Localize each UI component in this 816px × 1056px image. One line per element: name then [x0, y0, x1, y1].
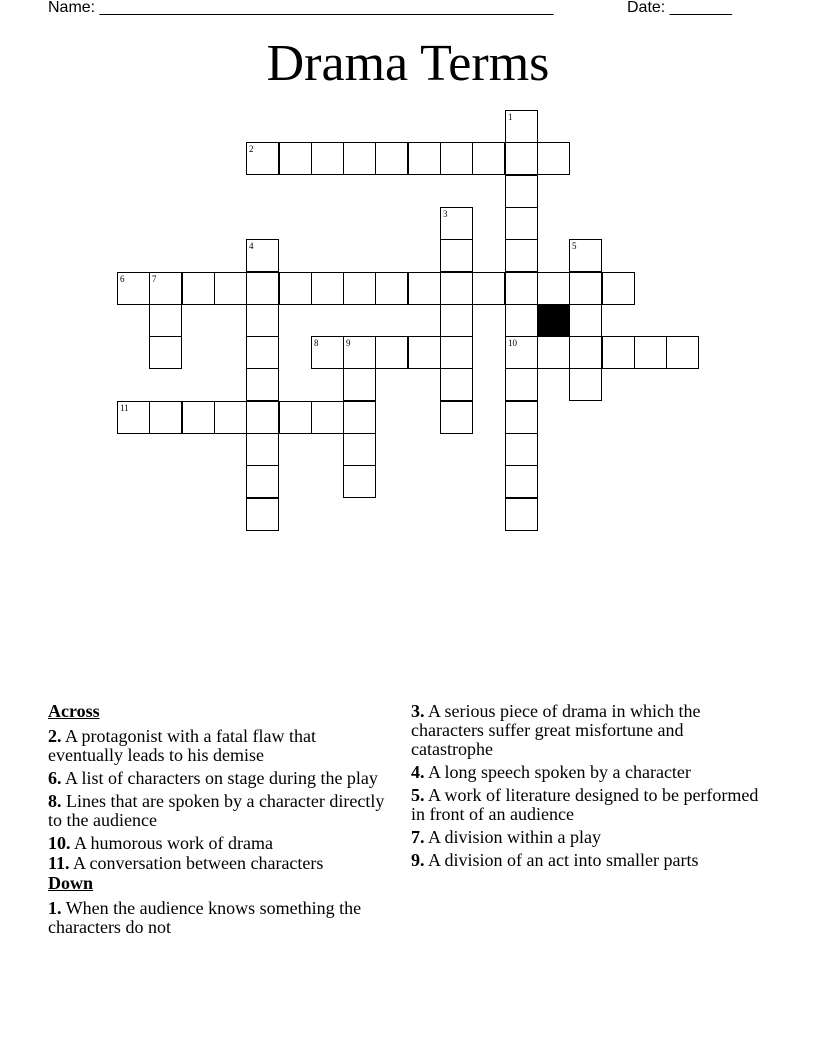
crossword-cell[interactable] — [343, 401, 376, 434]
clue-text: A division of an act into smaller parts — [428, 850, 699, 870]
cell-number: 9 — [346, 338, 351, 348]
crossword-cell[interactable] — [279, 401, 312, 434]
crossword-cell[interactable] — [375, 142, 408, 175]
crossword-cell[interactable] — [311, 336, 344, 369]
crossword-cell[interactable] — [246, 336, 279, 369]
crossword-cell[interactable] — [505, 433, 538, 466]
clue-across-10 — [48, 834, 393, 853]
crossword-cell[interactable] — [505, 239, 538, 272]
crossword-cell[interactable] — [214, 401, 247, 434]
crossword-cell[interactable] — [440, 304, 473, 337]
crossword-cell[interactable] — [343, 336, 376, 369]
crossword-cell[interactable] — [505, 110, 538, 143]
crossword-cell[interactable] — [472, 142, 505, 175]
clue-text: When the audience knows something the characters do not — [48, 898, 362, 937]
clue-text: A division within a play — [428, 827, 602, 847]
cell-number: 3 — [443, 209, 448, 219]
crossword-cell[interactable] — [505, 142, 538, 175]
crossword-cell[interactable] — [343, 465, 376, 498]
cell-number: 10 — [508, 338, 517, 348]
crossword-cell[interactable] — [505, 207, 538, 240]
crossword-cell[interactable] — [246, 239, 279, 272]
crossword-cell[interactable] — [246, 142, 279, 175]
crossword-cell[interactable] — [505, 336, 538, 369]
crossword-cell[interactable] — [343, 433, 376, 466]
crossword-cell[interactable] — [408, 272, 441, 305]
crossword-cell[interactable] — [246, 498, 279, 531]
across-heading: Across — [48, 701, 100, 721]
clue-down-9 — [411, 851, 761, 870]
clue-down-1 — [48, 899, 393, 937]
crossword-cell[interactable] — [602, 336, 635, 369]
clue-across-6 — [48, 769, 393, 788]
crossword-cell[interactable] — [440, 368, 473, 401]
crossword-cell[interactable] — [569, 272, 602, 305]
clue-across-2 — [48, 727, 393, 765]
crossword-cell[interactable] — [569, 239, 602, 272]
crossword-cell[interactable] — [149, 272, 182, 305]
clue-number: 4. — [411, 762, 425, 782]
crossword-cell[interactable] — [537, 142, 570, 175]
crossword-cell[interactable] — [505, 465, 538, 498]
crossword-cell[interactable] — [408, 336, 441, 369]
crossword-cell[interactable] — [246, 465, 279, 498]
cell-number: 11 — [120, 403, 129, 413]
page-title: Drama Terms — [266, 35, 550, 92]
crossword-cell[interactable] — [440, 336, 473, 369]
crossword-cell[interactable] — [343, 142, 376, 175]
crossword-cell[interactable] — [311, 401, 344, 434]
crossword-cell[interactable] — [472, 272, 505, 305]
clues-right-column — [411, 702, 761, 874]
crossword-cell[interactable] — [182, 272, 215, 305]
clue-down-7 — [411, 828, 761, 847]
clue-text: A protagonist with a fatal flaw that eventually leads to his demise — [48, 726, 316, 765]
clue-number: 10. — [48, 833, 71, 853]
crossword-cell[interactable] — [440, 239, 473, 272]
crossword-cell[interactable] — [343, 368, 376, 401]
cell-number: 7 — [152, 274, 157, 284]
clues-left-column — [48, 702, 393, 941]
cell-number: 2 — [249, 144, 254, 154]
clue-down-3 — [411, 702, 761, 759]
crossword-cell[interactable] — [505, 401, 538, 434]
crossword-cell[interactable] — [343, 272, 376, 305]
clue-number: 1. — [48, 898, 62, 918]
crossword-cell[interactable] — [246, 272, 279, 305]
cell-number: 4 — [249, 241, 254, 251]
crossword-cell[interactable] — [537, 272, 570, 305]
cell-number: 1 — [508, 112, 513, 122]
clue-text: A work of literature designed to be performed in front of an audience — [411, 785, 759, 824]
crossword-cell[interactable] — [117, 272, 150, 305]
crossword-cell[interactable] — [246, 433, 279, 466]
down-heading: Down — [48, 873, 94, 893]
clue-number: 6. — [48, 768, 62, 788]
crossword-cell[interactable] — [149, 401, 182, 434]
clue-number: 7. — [411, 827, 425, 847]
crossword-cell[interactable] — [440, 401, 473, 434]
crossword-cell[interactable] — [505, 368, 538, 401]
crossword-cell[interactable] — [182, 401, 215, 434]
crossword-cell[interactable] — [666, 336, 699, 369]
crossword-cell[interactable] — [569, 336, 602, 369]
crossword-cell[interactable] — [246, 368, 279, 401]
clue-down-4 — [411, 763, 761, 782]
crossword-cell[interactable] — [505, 272, 538, 305]
crossword-cell[interactable] — [311, 142, 344, 175]
crossword-cell[interactable] — [569, 368, 602, 401]
crossword-cell[interactable] — [440, 272, 473, 305]
clue-text: A list of characters on stage during the play — [65, 768, 378, 788]
clue-number: 5. — [411, 785, 425, 805]
crossword-cell[interactable] — [569, 304, 602, 337]
crossword-cell[interactable] — [537, 336, 570, 369]
crossword-cell[interactable] — [214, 272, 247, 305]
clue-text: A long speech spoken by a character — [428, 762, 691, 782]
name-field[interactable]: Name: ___________________________________________________ — [48, 0, 554, 16]
clue-number: 11. — [48, 853, 70, 873]
clue-text: Lines that are spoken by a character directly to the audience — [48, 791, 385, 830]
clue-number: 8. — [48, 791, 62, 811]
black-cell — [537, 304, 570, 337]
clue-across-8 — [48, 792, 393, 830]
crossword-cell[interactable] — [149, 336, 182, 369]
crossword-cell[interactable] — [117, 401, 150, 434]
clue-number: 2. — [48, 726, 62, 746]
crossword-cell[interactable] — [505, 498, 538, 531]
crossword-cell[interactable] — [279, 142, 312, 175]
crossword-cell[interactable] — [505, 175, 538, 208]
crossword-cell[interactable] — [440, 207, 473, 240]
cell-number: 5 — [572, 241, 577, 251]
crossword-cell[interactable] — [602, 272, 635, 305]
clue-across-11 — [48, 854, 393, 873]
clue-text: A serious piece of drama in which the characters suffer great misfortune and catastrophe — [411, 701, 701, 759]
clue-text: A conversation between characters — [73, 853, 324, 873]
crossword-cell[interactable] — [375, 272, 408, 305]
crossword-cell[interactable] — [149, 304, 182, 337]
crossword-cell[interactable] — [505, 304, 538, 337]
crossword-cell[interactable] — [246, 401, 279, 434]
crossword-cell[interactable] — [311, 272, 344, 305]
clue-number: 3. — [411, 701, 425, 721]
crossword-cell[interactable] — [375, 336, 408, 369]
clue-number: 9. — [411, 850, 425, 870]
crossword-cell[interactable] — [408, 142, 441, 175]
clue-down-5 — [411, 786, 761, 824]
crossword-cell[interactable] — [440, 142, 473, 175]
crossword-cell[interactable] — [246, 304, 279, 337]
date-field[interactable]: Date: _______ — [627, 0, 732, 16]
clue-text: A humorous work of drama — [74, 833, 273, 853]
crossword-cell[interactable] — [634, 336, 667, 369]
crossword-cell[interactable] — [279, 272, 312, 305]
cell-number: 8 — [314, 338, 319, 348]
cell-number: 6 — [120, 274, 125, 284]
